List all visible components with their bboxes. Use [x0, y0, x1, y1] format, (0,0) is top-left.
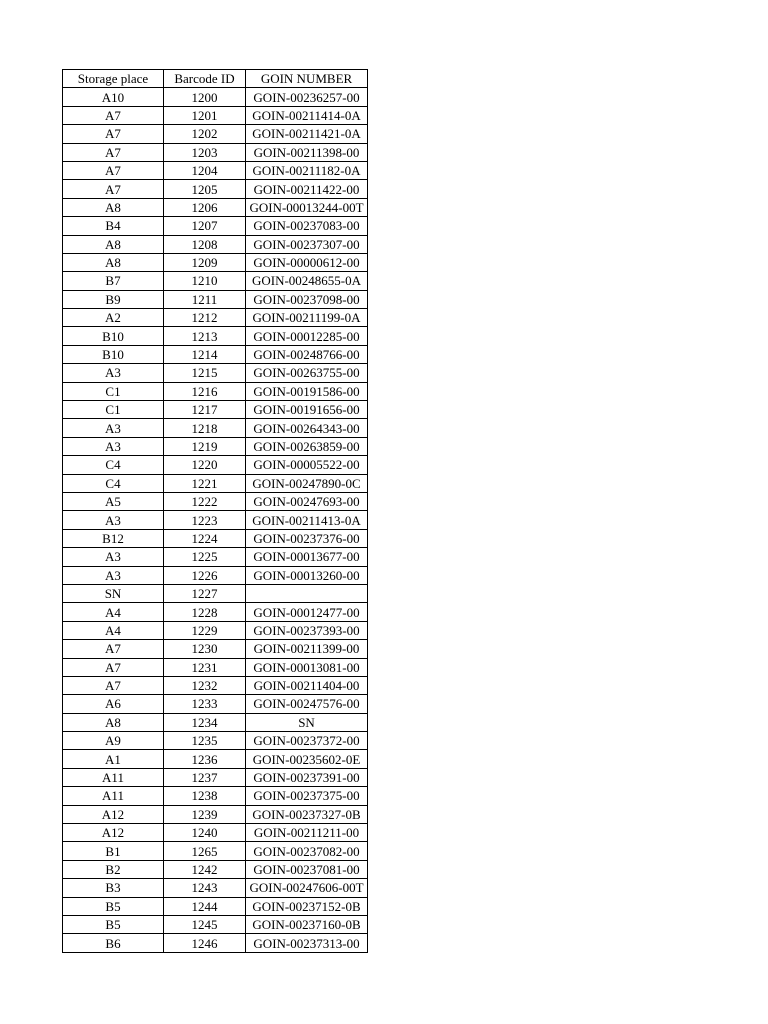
- cell-barcode-id: 1210: [164, 272, 246, 290]
- cell-goin-number: GOIN-00237393-00: [246, 621, 368, 639]
- cell-storage-place: A11: [63, 768, 164, 786]
- cell-barcode-id: 1213: [164, 327, 246, 345]
- header-barcode-id: Barcode ID: [164, 70, 246, 88]
- cell-goin-number: SN: [246, 713, 368, 731]
- table-row: [63, 345, 368, 363]
- table-row: [63, 382, 368, 400]
- cell-storage-place: A4: [63, 621, 164, 639]
- table-row: [63, 217, 368, 235]
- table-row: [63, 529, 368, 547]
- cell-goin-number: GOIN-00211422-00: [246, 180, 368, 198]
- storage-table: [62, 69, 368, 953]
- cell-barcode-id: 1242: [164, 860, 246, 878]
- cell-barcode-id: 1216: [164, 382, 246, 400]
- table-header-row: [63, 70, 368, 88]
- cell-barcode-id: 1228: [164, 603, 246, 621]
- cell-barcode-id: 1225: [164, 548, 246, 566]
- cell-storage-place: A7: [63, 125, 164, 143]
- cell-barcode-id: 1220: [164, 456, 246, 474]
- cell-goin-number: GOIN-00191586-00: [246, 382, 368, 400]
- cell-barcode-id: 1227: [164, 584, 246, 602]
- table-row: [63, 125, 368, 143]
- cell-barcode-id: 1232: [164, 676, 246, 694]
- cell-storage-place: A3: [63, 548, 164, 566]
- cell-barcode-id: 1235: [164, 732, 246, 750]
- cell-goin-number: GOIN-00013244-00T: [246, 198, 368, 216]
- cell-storage-place: A7: [63, 106, 164, 124]
- table-row: [63, 603, 368, 621]
- cell-barcode-id: 1218: [164, 419, 246, 437]
- cell-goin-number: GOIN-00211199-0A: [246, 309, 368, 327]
- cell-goin-number: GOIN-00237082-00: [246, 842, 368, 860]
- cell-barcode-id: 1221: [164, 474, 246, 492]
- table-row: [63, 566, 368, 584]
- table-row: [63, 732, 368, 750]
- cell-storage-place: B5: [63, 915, 164, 933]
- cell-storage-place: A7: [63, 676, 164, 694]
- cell-barcode-id: 1204: [164, 161, 246, 179]
- cell-barcode-id: 1238: [164, 787, 246, 805]
- cell-barcode-id: 1203: [164, 143, 246, 161]
- table-row: [63, 879, 368, 897]
- table-row: [63, 548, 368, 566]
- cell-goin-number: GOIN-00211413-0A: [246, 511, 368, 529]
- cell-goin-number: GOIN-00211182-0A: [246, 161, 368, 179]
- table-row: [63, 419, 368, 437]
- cell-barcode-id: 1246: [164, 934, 246, 952]
- cell-goin-number: GOIN-00264343-00: [246, 419, 368, 437]
- table-row: [63, 695, 368, 713]
- cell-barcode-id: 1200: [164, 88, 246, 106]
- cell-storage-place: A11: [63, 787, 164, 805]
- cell-barcode-id: 1205: [164, 180, 246, 198]
- cell-goin-number: GOIN-00237160-0B: [246, 915, 368, 933]
- table-row: [63, 860, 368, 878]
- cell-storage-place: B10: [63, 327, 164, 345]
- table-row: [63, 474, 368, 492]
- cell-goin-number: GOIN-00237376-00: [246, 529, 368, 547]
- table-row: [63, 401, 368, 419]
- cell-goin-number: GOIN-00247576-00: [246, 695, 368, 713]
- cell-goin-number: GOIN-00248655-0A: [246, 272, 368, 290]
- table-row: [63, 456, 368, 474]
- cell-barcode-id: 1206: [164, 198, 246, 216]
- table-row: [63, 750, 368, 768]
- cell-storage-place: A3: [63, 419, 164, 437]
- cell-barcode-id: 1230: [164, 640, 246, 658]
- cell-goin-number: GOIN-00237327-0B: [246, 805, 368, 823]
- cell-goin-number: GOIN-00235602-0E: [246, 750, 368, 768]
- cell-goin-number: GOIN-00237098-00: [246, 290, 368, 308]
- table-row: [63, 915, 368, 933]
- cell-goin-number: GOIN-00248766-00: [246, 345, 368, 363]
- cell-barcode-id: 1214: [164, 345, 246, 363]
- cell-goin-number: GOIN-00237307-00: [246, 235, 368, 253]
- cell-storage-place: C1: [63, 401, 164, 419]
- table-row: [63, 492, 368, 510]
- cell-barcode-id: 1226: [164, 566, 246, 584]
- table-row: [63, 309, 368, 327]
- cell-goin-number: GOIN-00247890-0C: [246, 474, 368, 492]
- table-row: [63, 180, 368, 198]
- table-row: [63, 768, 368, 786]
- cell-barcode-id: 1201: [164, 106, 246, 124]
- cell-goin-number: GOIN-00013081-00: [246, 658, 368, 676]
- cell-barcode-id: 1229: [164, 621, 246, 639]
- cell-storage-place: A3: [63, 566, 164, 584]
- cell-barcode-id: 1202: [164, 125, 246, 143]
- cell-barcode-id: 1234: [164, 713, 246, 731]
- table-row: [63, 272, 368, 290]
- cell-goin-number: GOIN-00263859-00: [246, 437, 368, 455]
- cell-storage-place: B2: [63, 860, 164, 878]
- cell-goin-number: GOIN-00237375-00: [246, 787, 368, 805]
- table-body: [63, 88, 368, 952]
- cell-storage-place: A12: [63, 824, 164, 842]
- table-row: [63, 824, 368, 842]
- cell-goin-number: GOIN-00247606-00T: [246, 879, 368, 897]
- cell-goin-number: GOIN-00211421-0A: [246, 125, 368, 143]
- cell-storage-place: A8: [63, 198, 164, 216]
- cell-storage-place: C4: [63, 474, 164, 492]
- table-row: [63, 787, 368, 805]
- cell-storage-place: A12: [63, 805, 164, 823]
- cell-goin-number: GOIN-00211399-00: [246, 640, 368, 658]
- cell-barcode-id: 1215: [164, 364, 246, 382]
- table-row: [63, 290, 368, 308]
- table-row: [63, 143, 368, 161]
- cell-storage-place: A8: [63, 253, 164, 271]
- cell-goin-number: GOIN-00236257-00: [246, 88, 368, 106]
- cell-barcode-id: 1265: [164, 842, 246, 860]
- cell-barcode-id: 1243: [164, 879, 246, 897]
- cell-storage-place: B7: [63, 272, 164, 290]
- cell-storage-place: A7: [63, 143, 164, 161]
- cell-storage-place: B3: [63, 879, 164, 897]
- cell-goin-number: GOIN-00211414-0A: [246, 106, 368, 124]
- cell-storage-place: A3: [63, 364, 164, 382]
- cell-storage-place: B12: [63, 529, 164, 547]
- table-row: [63, 584, 368, 602]
- table-row: [63, 364, 368, 382]
- cell-goin-number: GOIN-00000612-00: [246, 253, 368, 271]
- table-row: [63, 897, 368, 915]
- cell-storage-place: C1: [63, 382, 164, 400]
- table-row: [63, 253, 368, 271]
- table-row: [63, 676, 368, 694]
- cell-storage-place: A5: [63, 492, 164, 510]
- cell-storage-place: A1: [63, 750, 164, 768]
- cell-barcode-id: 1231: [164, 658, 246, 676]
- table-row: [63, 106, 368, 124]
- cell-barcode-id: 1208: [164, 235, 246, 253]
- cell-goin-number: GOIN-00247693-00: [246, 492, 368, 510]
- cell-goin-number: GOIN-00237391-00: [246, 768, 368, 786]
- cell-storage-place: A10: [63, 88, 164, 106]
- cell-storage-place: B4: [63, 217, 164, 235]
- cell-goin-number: GOIN-00237081-00: [246, 860, 368, 878]
- cell-storage-place: B5: [63, 897, 164, 915]
- cell-storage-place: A8: [63, 235, 164, 253]
- cell-goin-number: GOIN-00005522-00: [246, 456, 368, 474]
- cell-barcode-id: 1222: [164, 492, 246, 510]
- cell-goin-number: GOIN-00013260-00: [246, 566, 368, 584]
- table-row: [63, 235, 368, 253]
- header-storage-place: Storage place: [63, 70, 164, 88]
- cell-barcode-id: 1224: [164, 529, 246, 547]
- cell-storage-place: C4: [63, 456, 164, 474]
- table-row: [63, 934, 368, 952]
- cell-goin-number: GOIN-00191656-00: [246, 401, 368, 419]
- cell-storage-place: B10: [63, 345, 164, 363]
- cell-goin-number: GOIN-00237083-00: [246, 217, 368, 235]
- table-row: [63, 198, 368, 216]
- cell-barcode-id: 1211: [164, 290, 246, 308]
- cell-storage-place: B6: [63, 934, 164, 952]
- cell-barcode-id: 1223: [164, 511, 246, 529]
- table-row: [63, 437, 368, 455]
- cell-goin-number: GOIN-00012285-00: [246, 327, 368, 345]
- cell-goin-number: GOIN-00211398-00: [246, 143, 368, 161]
- cell-storage-place: A9: [63, 732, 164, 750]
- cell-storage-place: A2: [63, 309, 164, 327]
- table-row: [63, 658, 368, 676]
- header-goin-number: GOIN NUMBER: [246, 70, 368, 88]
- cell-barcode-id: 1233: [164, 695, 246, 713]
- table-row: [63, 511, 368, 529]
- cell-goin-number: GOIN-00211211-00: [246, 824, 368, 842]
- cell-goin-number: GOIN-00263755-00: [246, 364, 368, 382]
- cell-goin-number: GOIN-00237152-0B: [246, 897, 368, 915]
- table-row: [63, 805, 368, 823]
- table-row: [63, 842, 368, 860]
- cell-goin-number: GOIN-00013677-00: [246, 548, 368, 566]
- cell-barcode-id: 1212: [164, 309, 246, 327]
- cell-storage-place: SN: [63, 584, 164, 602]
- cell-barcode-id: 1209: [164, 253, 246, 271]
- cell-barcode-id: 1240: [164, 824, 246, 842]
- cell-barcode-id: 1217: [164, 401, 246, 419]
- cell-storage-place: A3: [63, 437, 164, 455]
- cell-goin-number: [246, 584, 368, 602]
- cell-storage-place: B9: [63, 290, 164, 308]
- cell-barcode-id: 1239: [164, 805, 246, 823]
- cell-storage-place: A4: [63, 603, 164, 621]
- cell-storage-place: B1: [63, 842, 164, 860]
- cell-storage-place: A7: [63, 640, 164, 658]
- cell-goin-number: GOIN-00211404-00: [246, 676, 368, 694]
- cell-storage-place: A8: [63, 713, 164, 731]
- cell-goin-number: GOIN-00237313-00: [246, 934, 368, 952]
- cell-barcode-id: 1244: [164, 897, 246, 915]
- table-row: [63, 327, 368, 345]
- cell-storage-place: A7: [63, 161, 164, 179]
- table-row: [63, 621, 368, 639]
- table-row: [63, 713, 368, 731]
- cell-barcode-id: 1236: [164, 750, 246, 768]
- cell-storage-place: A7: [63, 180, 164, 198]
- cell-goin-number: GOIN-00012477-00: [246, 603, 368, 621]
- cell-barcode-id: 1237: [164, 768, 246, 786]
- table-row: [63, 161, 368, 179]
- cell-storage-place: A6: [63, 695, 164, 713]
- table-row: [63, 88, 368, 106]
- cell-storage-place: A3: [63, 511, 164, 529]
- cell-goin-number: GOIN-00237372-00: [246, 732, 368, 750]
- cell-storage-place: A7: [63, 658, 164, 676]
- cell-barcode-id: 1207: [164, 217, 246, 235]
- cell-barcode-id: 1245: [164, 915, 246, 933]
- table-row: [63, 640, 368, 658]
- cell-barcode-id: 1219: [164, 437, 246, 455]
